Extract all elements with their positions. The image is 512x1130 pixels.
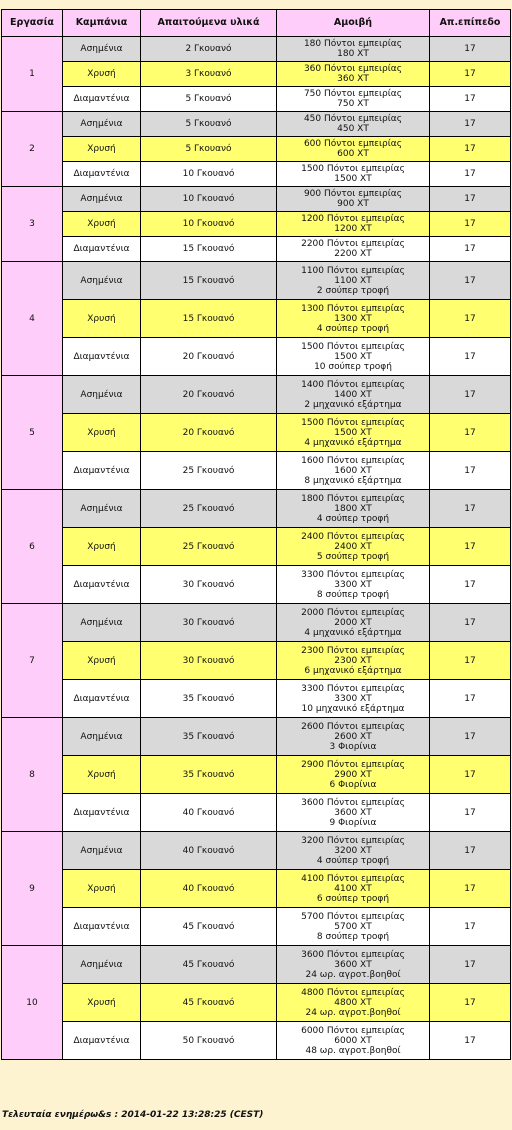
reward-line: 3600 ΧΤ [334,807,372,818]
campaign-cell: Διαμαντένια [63,680,141,718]
table-row [2,490,511,528]
materials-cell: 10 Γκουανό [141,162,277,187]
reward-line: 8 σούπερ τροφή [316,931,390,942]
materials-cell: 10 Γκουανό [141,212,277,237]
materials-cell: 25 Γκουανό [141,452,277,490]
materials-cell: 30 Γκουανό [141,604,277,642]
reward-line: 3600 Πόντοι εμπειρίας [301,949,405,960]
reward-cell [277,490,430,528]
table-row [2,262,511,300]
reward-cell [277,718,430,756]
reward-line: 10 μηχανικό εξάρτημα [301,703,405,714]
level-cell: 17 [430,62,511,87]
materials-cell: 5 Γκουανό [141,87,277,112]
level-cell: 17 [430,452,511,490]
table-row [2,566,511,604]
task-number: 1 [2,37,63,112]
reward-line: 3300 ΧΤ [334,579,372,590]
reward-line: 4800 ΧΤ [334,997,372,1008]
materials-cell: 30 Γκουανό [141,566,277,604]
reward-line: 1500 ΧΤ [334,174,372,184]
level-cell: 17 [430,212,511,237]
reward-line: 2000 Πόντοι εμπειρίας [301,607,405,618]
campaign-cell: Διαμαντένια [63,1022,141,1060]
reward-cell [277,566,430,604]
header-task: Εργασία [2,10,63,37]
reward-line: 900 ΧΤ [337,199,369,209]
reward-cell [277,642,430,680]
reward-line: 3200 ΧΤ [334,845,372,856]
reward-line: 4 μηχανικό εξάρτημα [304,627,402,638]
campaign-cell: Χρυσή [63,212,141,237]
table-row [2,756,511,794]
reward-line: 4 σούπερ τροφή [316,513,390,524]
reward-cell [277,300,430,338]
campaign-cell: Ασημένια [63,37,141,62]
header-campaign: Καμπάνια [63,10,141,37]
reward-line: 450 ΧΤ [337,124,369,134]
reward-line: 24 ωρ. αγροτ.βοηθοί [305,1007,401,1018]
materials-cell: 50 Γκουανό [141,1022,277,1060]
level-cell: 17 [430,112,511,137]
table-row [2,162,511,187]
campaign-cell: Χρυσή [63,414,141,452]
task-number: 7 [2,604,63,718]
reward-line: 2 σούπερ τροφή [316,285,390,296]
level-cell: 17 [430,566,511,604]
header-row [2,10,511,37]
reward-cell [277,984,430,1022]
reward-line: 3300 Πόντοι εμπειρίας [301,569,405,580]
table-row [2,338,511,376]
reward-line: 5700 ΧΤ [334,921,372,932]
level-cell: 17 [430,756,511,794]
reward-line: 4100 ΧΤ [334,883,372,894]
reward-line: 1200 ΧΤ [334,224,372,234]
materials-cell: 45 Γκουανό [141,946,277,984]
table-row [2,908,511,946]
level-cell: 17 [430,187,511,212]
reward-cell [277,604,430,642]
level-cell: 17 [430,137,511,162]
header-reward: Αμοιβή [277,10,430,37]
reward-line: 24 ωρ. αγροτ.βοηθοί [305,969,401,980]
task-number: 10 [2,946,63,1060]
level-cell: 17 [430,376,511,414]
reward-line: 1500 ΧΤ [334,351,372,362]
reward-line: 2600 ΧΤ [334,731,372,742]
reward-line: 3300 Πόντοι εμπειρίας [301,683,405,694]
reward-line: 9 Φιορίνια [329,817,377,828]
campaign-cell: Ασημένια [63,718,141,756]
reward-line: 1500 Πόντοι εμπειρίας [301,417,405,428]
reward-cell [277,37,430,62]
reward-line: 1500 Πόντοι εμπειρίας [301,164,405,174]
reward-line: 1500 Πόντοι εμπειρίας [301,341,405,352]
table-row [2,832,511,870]
task-number: 6 [2,490,63,604]
campaign-cell: Χρυσή [63,756,141,794]
materials-cell: 5 Γκουανό [141,137,277,162]
reward-line: 2000 ΧΤ [334,617,372,628]
reward-cell [277,414,430,452]
reward-line: 2300 ΧΤ [334,655,372,666]
reward-line: 2200 Πόντοι εμπειρίας [301,239,405,249]
reward-cell [277,62,430,87]
campaign-cell: Διαμαντένια [63,908,141,946]
reward-line: 450 Πόντοι εμπειρίας [303,114,403,124]
last-updated: Τελευταία ενημέρω&s : 2014-01-22 13:28:25 (CEST) [2,1110,264,1120]
reward-line: 1800 Πόντοι εμπειρίας [301,493,405,504]
reward-line: 180 Πόντοι εμπειρίας [303,39,403,49]
campaign-cell: Διαμαντένια [63,162,141,187]
campaign-cell: Ασημένια [63,187,141,212]
reward-line: 6000 Πόντοι εμπειρίας [301,1025,405,1036]
campaign-cell: Ασημένια [63,262,141,300]
reward-line: 360 ΧΤ [337,74,369,84]
reward-line: 2400 Πόντοι εμπειρίας [301,531,405,542]
reward-line: 2400 ΧΤ [334,541,372,552]
campaign-cell: Διαμαντένια [63,794,141,832]
materials-cell: 40 Γκουανό [141,870,277,908]
campaign-cell: Ασημένια [63,832,141,870]
reward-line: 3200 Πόντοι εμπειρίας [301,835,405,846]
level-cell: 17 [430,794,511,832]
level-cell: 17 [430,946,511,984]
reward-line: 2300 Πόντοι εμπειρίας [301,645,405,656]
reward-line: 8 σούπερ τροφή [316,589,390,600]
reward-line: 600 ΧΤ [337,149,369,159]
table-row [2,87,511,112]
reward-line: 8 μηχανικό εξάρτημα [304,475,402,486]
materials-cell: 3 Γκουανό [141,62,277,87]
reward-line: 6 μηχανικό εξάρτημα [304,665,402,676]
level-cell: 17 [430,338,511,376]
reward-line: 1600 Πόντοι εμπειρίας [301,455,405,466]
reward-line: 10 σούπερ τροφή [314,361,392,372]
level-cell: 17 [430,528,511,566]
task-number: 9 [2,832,63,946]
reward-line: 5700 Πόντοι εμπειρίας [301,911,405,922]
table-body [2,37,511,1060]
reward-line: 4100 Πόντοι εμπειρίας [301,873,405,884]
materials-cell: 35 Γκουανό [141,718,277,756]
reward-line: 6 Φιορίνια [329,779,377,790]
materials-cell: 45 Γκουανό [141,908,277,946]
table-row [2,528,511,566]
table-row [2,212,511,237]
reward-cell [277,528,430,566]
level-cell: 17 [430,300,511,338]
reward-line: 1200 Πόντοι εμπειρίας [301,214,405,224]
reward-cell [277,212,430,237]
reward-line: 4 σούπερ τροφή [316,855,390,866]
reward-line: 1500 ΧΤ [334,427,372,438]
level-cell: 17 [430,870,511,908]
task-number: 8 [2,718,63,832]
reward-line: 4 σούπερ τροφή [316,323,390,334]
reward-line: 1100 ΧΤ [334,275,372,286]
materials-cell: 15 Γκουανό [141,237,277,262]
materials-cell: 25 Γκουανό [141,490,277,528]
level-cell: 17 [430,237,511,262]
materials-cell: 15 Γκουανό [141,300,277,338]
reward-line: 2900 ΧΤ [334,769,372,780]
level-cell: 17 [430,1022,511,1060]
reward-cell [277,870,430,908]
reward-line: 180 ΧΤ [337,49,369,59]
level-cell: 17 [430,87,511,112]
reward-cell [277,137,430,162]
table-row [2,984,511,1022]
campaign-cell: Διαμαντένια [63,566,141,604]
reward-line: 2600 Πόντοι εμπειρίας [301,721,405,732]
reward-line: 4800 Πόντοι εμπειρίας [301,987,405,998]
table-row [2,112,511,137]
materials-cell: 10 Γκουανό [141,187,277,212]
campaign-cell: Χρυσή [63,300,141,338]
reward-cell [277,187,430,212]
materials-cell: 40 Γκουανό [141,832,277,870]
reward-cell [277,262,430,300]
table-row [2,237,511,262]
campaign-cell: Διαμαντένια [63,338,141,376]
level-cell: 17 [430,490,511,528]
reward-cell [277,376,430,414]
reward-line: 2900 Πόντοι εμπειρίας [301,759,405,770]
task-number: 5 [2,376,63,490]
level-cell: 17 [430,162,511,187]
campaign-cell: Διαμαντένια [63,87,141,112]
materials-cell: 30 Γκουανό [141,642,277,680]
table-row [2,137,511,162]
tasks-table [1,9,511,1060]
task-number: 2 [2,112,63,187]
reward-line: 1400 Πόντοι εμπειρίας [301,379,405,390]
table-row [2,794,511,832]
reward-line: 750 ΧΤ [337,99,369,109]
level-cell: 17 [430,984,511,1022]
campaign-cell: Ασημένια [63,604,141,642]
task-number: 4 [2,262,63,376]
table-row [2,187,511,212]
reward-line: 1600 ΧΤ [334,465,372,476]
level-cell: 17 [430,908,511,946]
reward-cell [277,338,430,376]
campaign-cell: Χρυσή [63,62,141,87]
level-cell: 17 [430,642,511,680]
campaign-cell: Ασημένια [63,376,141,414]
reward-cell [277,794,430,832]
level-cell: 17 [430,832,511,870]
reward-line: 6000 ΧΤ [334,1035,372,1046]
table-row [2,414,511,452]
reward-line: 3 Φιορίνια [329,741,377,752]
reward-line: 900 Πόντοι εμπειρίας [303,189,403,199]
materials-cell: 35 Γκουανό [141,756,277,794]
level-cell: 17 [430,718,511,756]
reward-line: 48 ωρ. αγροτ.βοηθοί [305,1045,401,1056]
campaign-cell: Διαμαντένια [63,452,141,490]
campaign-cell: Ασημένια [63,946,141,984]
reward-line: 1800 ΧΤ [334,503,372,514]
table-row [2,718,511,756]
level-cell: 17 [430,262,511,300]
reward-line: 2 μηχανικό εξάρτημα [304,399,402,410]
reward-line: 3300 ΧΤ [334,693,372,704]
reward-cell [277,680,430,718]
reward-line: 360 Πόντοι εμπειρίας [303,64,403,74]
table-row [2,452,511,490]
reward-cell [277,237,430,262]
reward-line: 1300 ΧΤ [334,313,372,324]
header-level: Απ.επίπεδο [430,10,511,37]
reward-line: 1100 Πόντοι εμπειρίας [301,265,405,276]
campaign-cell: Διαμαντένια [63,237,141,262]
reward-line: 1300 Πόντοι εμπειρίας [301,303,405,314]
campaign-cell: Χρυσή [63,137,141,162]
table-row [2,642,511,680]
table-row [2,37,511,62]
materials-cell: 25 Γκουανό [141,528,277,566]
reward-cell [277,452,430,490]
level-cell: 17 [430,604,511,642]
materials-cell: 2 Γκουανό [141,37,277,62]
reward-line: 6 σούπερ τροφή [316,893,390,904]
reward-line: 3600 Πόντοι εμπειρίας [301,797,405,808]
table-row [2,376,511,414]
table-row [2,604,511,642]
table-row [2,1022,511,1060]
table-row [2,680,511,718]
reward-cell [277,162,430,187]
materials-cell: 20 Γκουανό [141,338,277,376]
reward-cell [277,87,430,112]
task-number: 3 [2,187,63,262]
reward-cell [277,756,430,794]
table-row [2,300,511,338]
materials-cell: 5 Γκουανό [141,112,277,137]
materials-cell: 20 Γκουανό [141,376,277,414]
reward-cell [277,832,430,870]
table-row [2,870,511,908]
campaign-cell: Ασημένια [63,112,141,137]
reward-cell [277,946,430,984]
reward-cell [277,908,430,946]
materials-cell: 40 Γκουανό [141,794,277,832]
materials-cell: 45 Γκουανό [141,984,277,1022]
reward-line: 750 Πόντοι εμπειρίας [303,89,403,99]
header-materials: Απαιτούμενα υλικά [141,10,277,37]
level-cell: 17 [430,680,511,718]
reward-line: 1400 ΧΤ [334,389,372,400]
level-cell: 17 [430,414,511,452]
reward-line: 2200 ΧΤ [334,249,372,259]
table-row [2,946,511,984]
reward-cell [277,1022,430,1060]
table-row [2,62,511,87]
campaign-cell: Χρυσή [63,984,141,1022]
reward-cell [277,112,430,137]
reward-line: 5 σούπερ τροφή [316,551,390,562]
materials-cell: 20 Γκουανό [141,414,277,452]
materials-cell: 35 Γκουανό [141,680,277,718]
materials-cell: 15 Γκουανό [141,262,277,300]
campaign-cell: Χρυσή [63,528,141,566]
reward-line: 600 Πόντοι εμπειρίας [303,139,403,149]
campaign-cell: Χρυσή [63,642,141,680]
reward-line: 3600 ΧΤ [334,959,372,970]
level-cell: 17 [430,37,511,62]
campaign-cell: Χρυσή [63,870,141,908]
reward-line: 4 μηχανικό εξάρτημα [304,437,402,448]
campaign-cell: Ασημένια [63,490,141,528]
